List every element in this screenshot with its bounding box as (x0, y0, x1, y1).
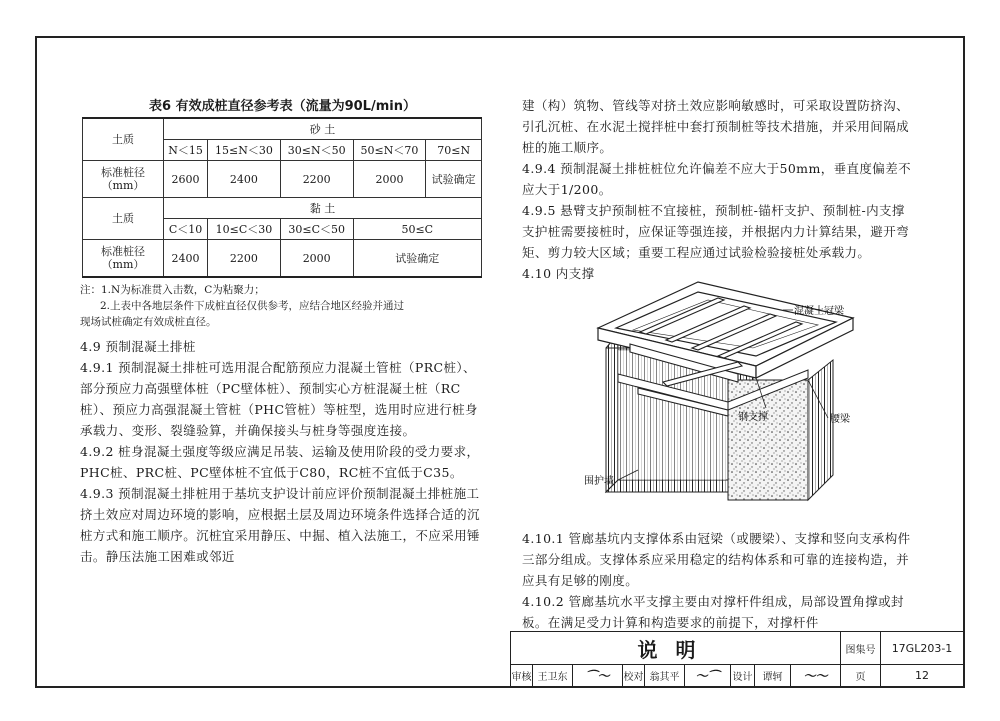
table-title: 表6 有效成桩直径参考表（流量为90L/min） (149, 99, 416, 114)
right-column-top (522, 95, 917, 284)
clay-value: 2200 (208, 240, 281, 278)
section-heading: 4.10 内支撑 (522, 266, 595, 281)
sand-value: 2000 (353, 161, 426, 198)
soil-label-sand: 土质 (83, 118, 164, 161)
atlas-no: 17GL203-1 (881, 632, 964, 665)
paragraph: 建（构）筑物、管线等对挤土效应影响敏感时，可采取设置防挤沟、引孔沉桩、在水泥土搅拌桩中套打预制桩等技术措施，并采用间隔成桩的施工顺序。 (522, 98, 910, 155)
pile-label-sand: 标准桩径（mm） (83, 161, 164, 198)
sand-value: 试验确定 (426, 161, 482, 198)
clay-value: 试验确定 (353, 240, 481, 278)
section-heading: 4.9 预制混凝土排桩 (80, 339, 196, 354)
check-label: 校对 (623, 665, 645, 687)
label-retaining-wall: 围护墙 (584, 476, 614, 487)
clay-range: 10≤C＜30 (208, 219, 281, 240)
sand-header: 砂 土 (164, 118, 482, 140)
table-notes (80, 282, 485, 330)
checker-signature: 〜⌒ (685, 665, 731, 687)
clay-range: C＜10 (164, 219, 208, 240)
paragraph: 4.10.1 管廊基坑内支撑体系由冠梁（或腰梁）、支撑和竖向支承构件三部分组成。支撑体系应采用稳定的结构体系和可靠的连接构造，并应具有足够的刚度。 (522, 531, 911, 588)
sand-range: 30≤N＜50 (280, 140, 353, 161)
clay-range: 30≤C＜50 (280, 219, 353, 240)
drawing-title: 说明 (511, 632, 841, 665)
clay-header: 黏 土 (164, 198, 482, 219)
left-body-text (80, 336, 485, 567)
soil-label-clay: 土质 (83, 198, 164, 240)
clay-value: 2400 (164, 240, 208, 278)
title-block (510, 631, 963, 686)
left-column (80, 95, 485, 567)
design-label: 设计 (731, 665, 755, 687)
right-column-bottom (522, 528, 917, 633)
label-steel-strut: 钢支撑 (738, 412, 768, 423)
reviewer-signature: ⌒〜 (573, 665, 623, 687)
sand-range: 15≤N＜30 (208, 140, 281, 161)
designer-signature: 〜〜 (791, 665, 841, 687)
label-crown-beam: 混凝土冠梁 (794, 306, 844, 317)
sand-range: 70≤N (426, 140, 482, 161)
paragraph: 4.10.2 管廊基坑水平支撑主要由对撑杆件组成，局部设置角撑或封板。在满足受力计算和构造要求的前提下，对撑杆件 (522, 594, 904, 630)
clay-value: 2000 (280, 240, 353, 278)
sand-value: 2600 (164, 161, 208, 198)
note-2: 2.上表中各地层条件下成桩直径仅供参考，应结合地区经验并通过 (100, 300, 405, 312)
paragraph: 4.9.4 预制混凝土排桩桩位允许偏差不应大于50mm，垂直度偏差不应大于1/200。 (522, 161, 911, 197)
label-waist-beam: 腰梁 (830, 414, 850, 425)
page-label: 页 (841, 665, 881, 687)
sand-value: 2200 (280, 161, 353, 198)
paragraph: 4.9.3 预制混凝土排桩用于基坑支护设计前应评价预制混凝土排桩施工挤土效应对周边环境的影响，应根据土层及周边环境条件选择合适的沉桩方式和施工顺序。沉桩宜采用静压、中掘、植入法施工，不应采用锤击。静压法施工困难或邻近 (80, 486, 480, 564)
sand-value: 2400 (208, 161, 281, 198)
paragraph: 4.9.1 预制混凝土排桩可选用混合配筋预应力混凝土管桩（PRC桩）、部分预应力高强壁体桩（PC壁体桩）、预制实心方桩混凝土桩（RC桩）、预应力高强混凝土管桩（PHC管桩）等桩型，选用时应进行桩身承载力、变形、裂缝验算，并确保接头与桩身等强度连接。 (80, 360, 478, 438)
note-3: 现场试桩确定有效成桩直径。 (80, 316, 217, 328)
paragraph: 4.9.5 悬臂支护预制桩不宜接桩，预制桩-锚杆支护、预制桩-内支撑支护桩需要接桩时，应保证等强连接，并根据内力计算结果，避开弯矩、剪力较大区域；重要工程应通过试验检验接桩处承载力。 (522, 203, 910, 260)
designer-name: 谭轲 (755, 665, 791, 687)
checker-name: 翁其平 (645, 665, 685, 687)
clay-range: 50≤C (353, 219, 481, 240)
note-1: 注：1.N为标准贯入击数，C为粘聚力； (80, 284, 265, 296)
inner-support-diagram (578, 270, 858, 515)
sand-range: 50≤N＜70 (353, 140, 426, 161)
reviewer-name: 王卫东 (533, 665, 573, 687)
pile-diameter-table (82, 117, 482, 278)
sand-range: N＜15 (164, 140, 208, 161)
page-number: 12 (881, 665, 964, 687)
atlas-no-label: 图集号 (841, 632, 881, 665)
review-label: 审核 (511, 665, 533, 687)
pile-label-clay: 标准桩径（mm） (83, 240, 164, 278)
paragraph: 4.9.2 桩身混凝土强度等级应满足吊装、运输及使用阶段的受力要求，PHC桩、PRC桩、PC壁体桩不宜低于C80，RC桩不宜低于C35。 (80, 444, 480, 480)
